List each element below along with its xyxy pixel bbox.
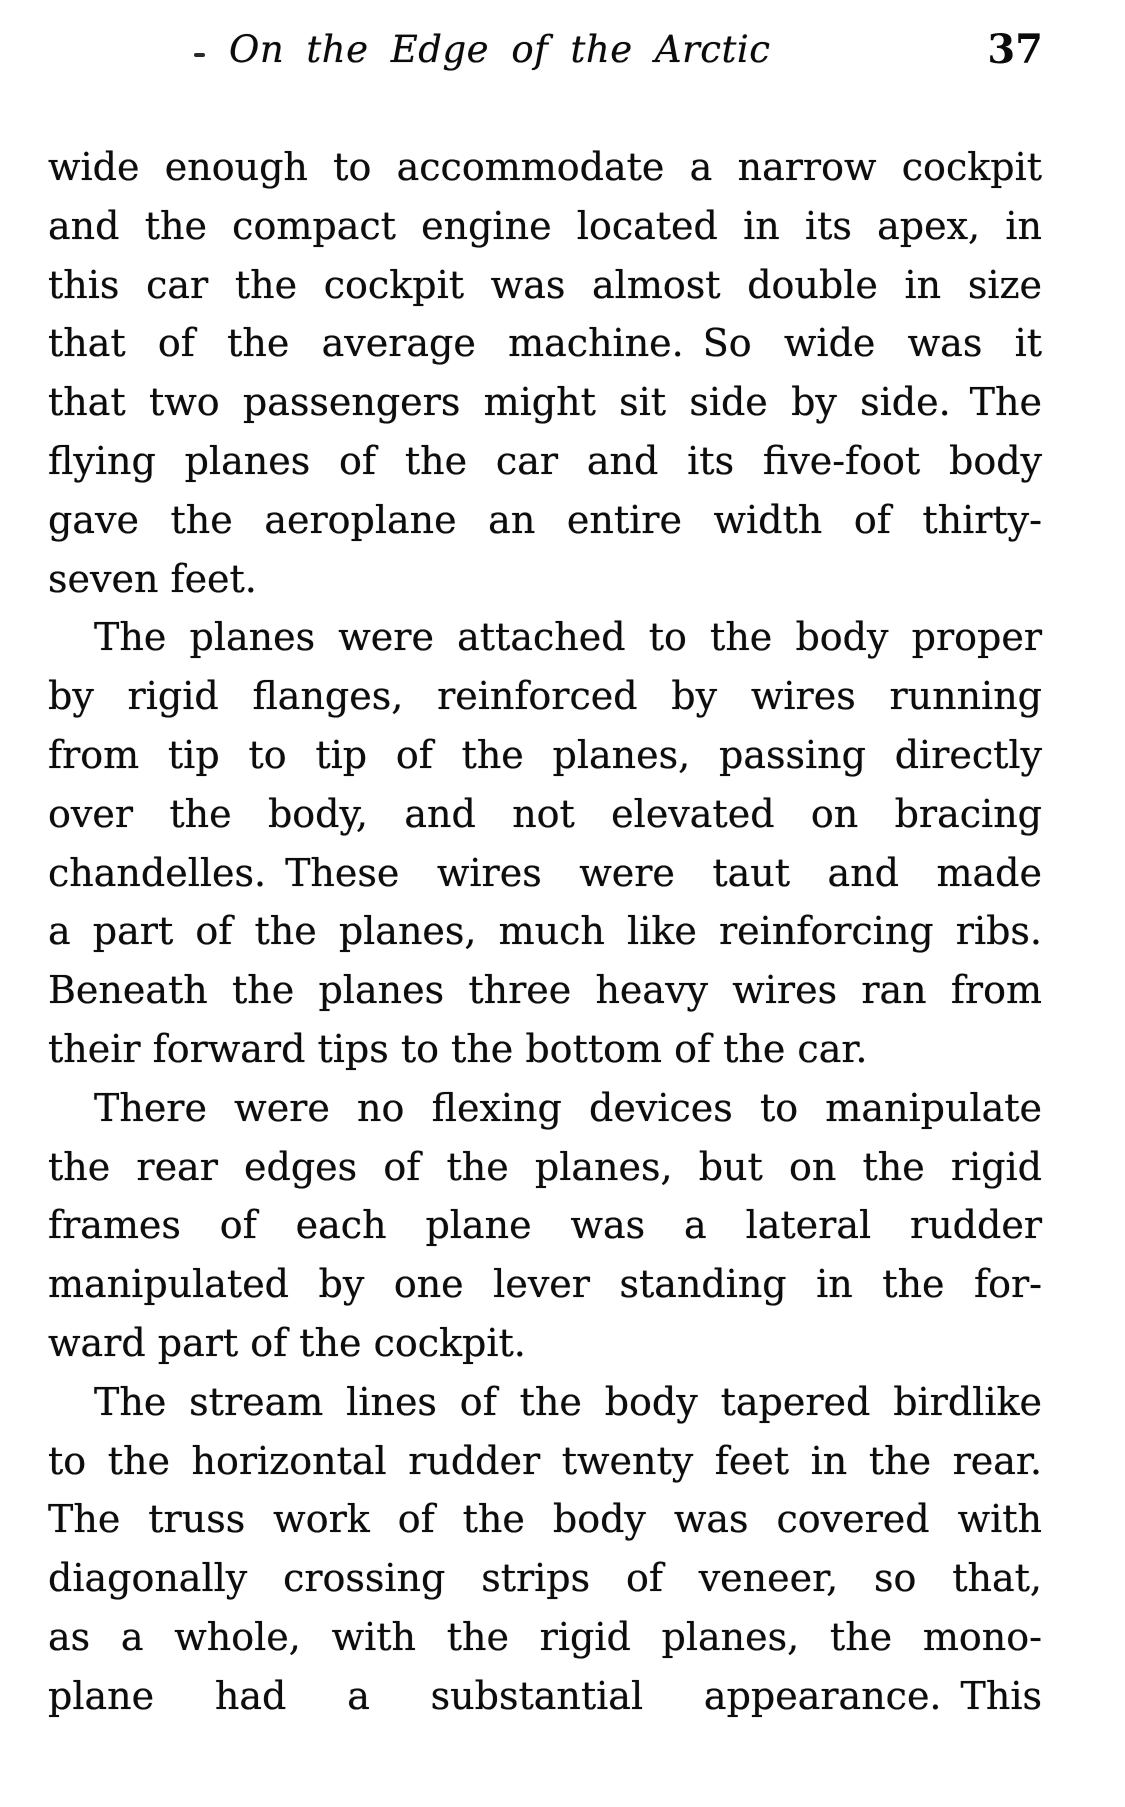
text-line: The planes were attached to the body proper bbox=[94, 615, 1042, 660]
text-line: diagonally crossing strips of veneer, so that, bbox=[48, 1556, 1042, 1601]
text-line: as a whole, with the rigid planes, the mono- bbox=[48, 1614, 1042, 1659]
text-line: wide enough to accommodate a narrow cockpit bbox=[48, 145, 1042, 189]
text-line: a part of the planes, much like reinforcing ribs. bbox=[48, 909, 1042, 954]
text-line: seven feet. bbox=[48, 556, 257, 601]
body-text bbox=[48, 138, 1042, 1726]
text-line: and the compact engine located in its apex, in bbox=[48, 203, 1042, 248]
text-line: gave the aeroplane an entire width of thirty- bbox=[48, 497, 1042, 542]
text-line: There were no flexing devices to manipulate bbox=[94, 1085, 1042, 1130]
running-title: On the Edge of the Arctic bbox=[229, 28, 771, 71]
text-line: ward part of the cockpit. bbox=[48, 1320, 526, 1365]
text-line: this car the cockpit was almost double in size bbox=[48, 262, 1042, 307]
text-line: the rear edges of the planes, but on the rigid bbox=[48, 1144, 1042, 1189]
text-line: by rigid flanges, reinforced by wires running bbox=[48, 674, 1042, 719]
text-line: Beneath the planes three heavy wires ran from bbox=[48, 968, 1042, 1013]
page-number: 37 bbox=[987, 26, 1043, 73]
text-line: that two passengers might sit side by side. The bbox=[48, 380, 1042, 425]
text-line: from tip to tip of the planes, passing directly bbox=[48, 732, 1042, 777]
text-line: The stream lines of the body tapered birdlike bbox=[94, 1379, 1042, 1424]
text-line: chandelles. These wires were taut and made bbox=[48, 850, 1042, 895]
text-line: flying planes of the car and its five-foot body bbox=[48, 438, 1042, 483]
text-line: manipulated by one lever standing in the for- bbox=[48, 1262, 1042, 1307]
text-line: to the horizontal rudder twenty feet in the rear. bbox=[48, 1438, 1042, 1483]
text-line: their forward tips to the bottom of the car. bbox=[48, 1026, 868, 1071]
text-line: that of the average machine. So wide was it bbox=[48, 321, 1042, 366]
text-line: frames of each plane was a lateral rudder bbox=[48, 1203, 1042, 1248]
text-line: plane had a substantial appearance. This bbox=[48, 1673, 1042, 1718]
text-line: The truss work of the body was covered with bbox=[48, 1497, 1042, 1542]
text-line: over the body, and not elevated on bracing bbox=[48, 791, 1042, 836]
